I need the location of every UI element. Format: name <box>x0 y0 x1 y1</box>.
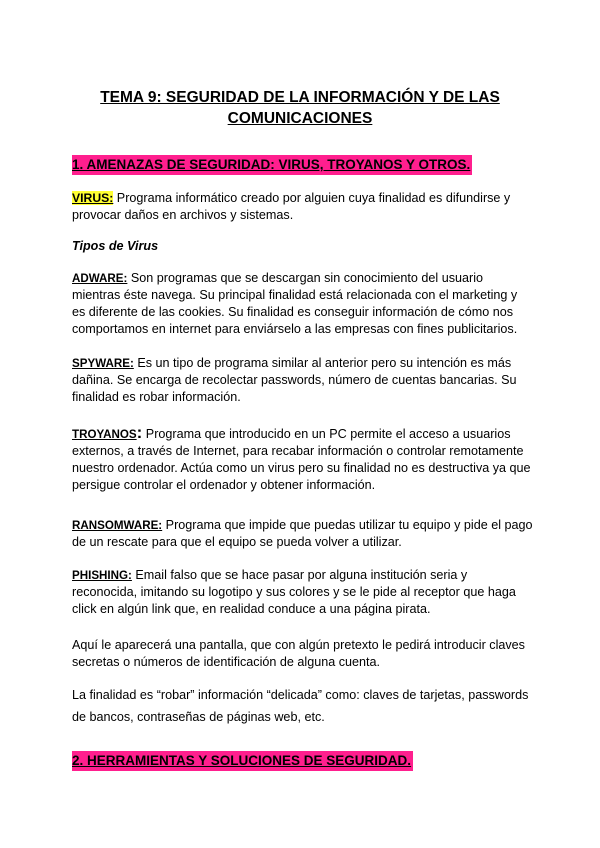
phishing-paragraph-2: Aquí le aparecerá una pantalla, que con algún pretexto le pedirá introducir claves secretas o números de identificación de alguna cuenta. <box>72 638 525 669</box>
title-line-1: TEMA 9: SEGURIDAD DE LA INFORMACIÓN Y DE LAS <box>100 89 500 106</box>
troyanos-paragraph <box>72 424 534 494</box>
virus-paragraph <box>72 190 534 224</box>
ransomware-paragraph <box>72 517 534 551</box>
section-1-heading: 1. AMENAZAS DE SEGURIDAD: VIRUS, TROYANOS Y OTROS. <box>72 155 472 175</box>
spyware-text: Es un tipo de programa similar al anterior pero su intención es más dañina. Se encarga de recolectar passwords, número de cuentas bancarias. Su finalidad es robar información. <box>72 356 517 404</box>
troyanos-colon: : <box>136 423 143 442</box>
types-heading: Tipos de Virus <box>72 239 159 253</box>
ransomware-text: Programa que impide que puedas utilizar tu equipo y pide el pago de un rescate para que el equipo se pueda volver a utilizar. <box>72 518 533 549</box>
adware-text: Son programas que se descargan sin conocimiento del usuario mientras éste navega. Su principal finalidad está relacionada con el marketing y es diferente de las cookies. Su finalidad es conseguir información de cómo nos comportamos en internet para enviárselo a las empresas con fines publicitarios. <box>72 271 518 336</box>
ransomware-term: RANSOMWARE: <box>72 519 163 532</box>
spyware-term: SPYWARE: <box>72 357 134 370</box>
phishing-paragraph-3: La finalidad es “robar” información “delicada” como: claves de tarjetas, passwords de bancos, contraseñas de páginas web, etc. <box>72 688 529 724</box>
adware-paragraph <box>72 270 534 338</box>
phishing-text: Email falso que se hace pasar por alguna institución seria y reconocida, imitando su logotipo y sus colores y se le pide al receptor que haga click en algún link que, en realidad conduce a una página pirata. <box>72 568 516 616</box>
section-2-heading: 2. HERRAMIENTAS Y SOLUCIONES DE SEGURIDAD. <box>72 751 413 771</box>
troyanos-text: Programa que introducido en un PC permite el acceso a usuarios externos, a través de Internet, para recabar información o controlar remotamente nuestro ordenador. Actúa como un virus pero su finalidad no es destructiva ya que persigue controlar el ordenador y obtener información. <box>72 427 531 492</box>
virus-term: VIRUS: <box>72 191 114 205</box>
phishing-paragraph <box>72 567 534 618</box>
virus-text: Programa informático creado por alguien cuya finalidad es difundirse y provocar daños en archivos y sistemas. <box>72 191 511 222</box>
adware-term: ADWARE: <box>72 272 128 285</box>
title-line-2: COMUNICACIONES <box>227 110 373 127</box>
spyware-paragraph <box>72 355 534 406</box>
troyanos-term: TROYANOS <box>72 428 137 441</box>
document-title <box>60 87 540 129</box>
phishing-term: PHISHING: <box>72 569 132 582</box>
